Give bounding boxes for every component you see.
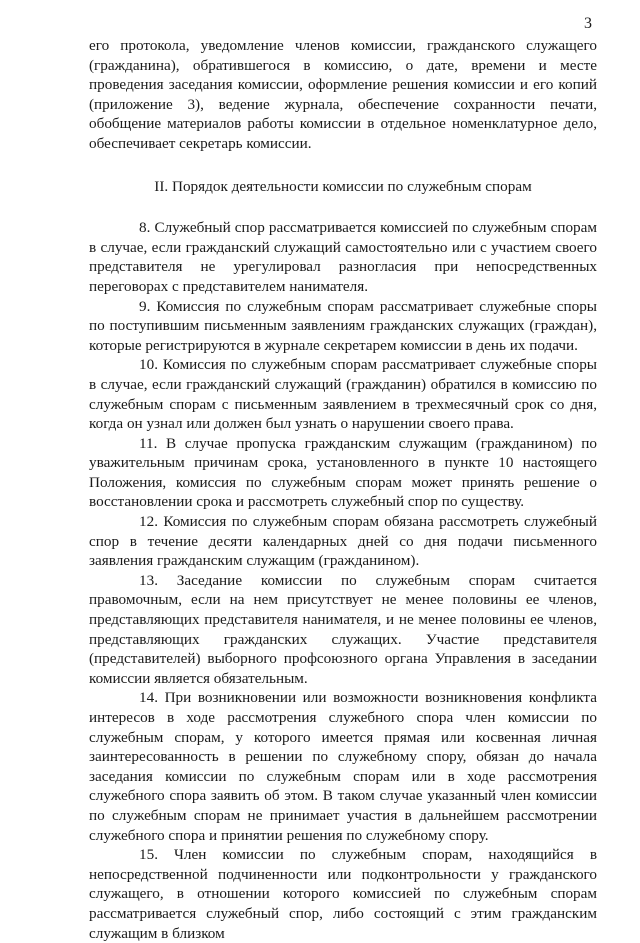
document-body [89,36,597,943]
paragraph-9: 9. Комиссия по служебным спорам рассматривает служебные споры по поступившим письменным заявлениям гражданских служащих (граждан), которые регистрируются в журнале секретарем комиссии в день их подачи. [89,297,597,354]
paragraph-13: 13. Заседание комиссии по служебным спорам считается правомочным, если на нем присутствует не менее половины ее членов, представляющих представителя нанимателя, и не менее половины ее членов, представляющих гражданских служащих. Участие представителя (представителей) выборного профсоюзного органа Управления в заседании комиссии является обязательным. [89,571,597,687]
paragraph-11: 11. В случае пропуска гражданским служащим (гражданином) по уважительным причинам срока, установленного в пункте 10 настоящего Положения, комиссия по служебным спорам может принять решение о восстановлении срока и рассмотреть служебный спор по существу. [89,434,597,511]
section-heading: II. Порядок деятельности комиссии по служебным спорам [154,177,532,195]
paragraph-14: 14. При возникновении или возможности возникновения конфликта интересов в ходе рассмотрения служебного спора член комиссии по служебным спорам, у которого имеется прямая или косвенная личная заинтересованность в решении по служебному спору, обязан до начала заседания комиссии по служебным спорам или в ходе рассмотрения служебного спора заявить об этом. В таком случае указанный член комиссии по служебным спорам не принимает участия в дальнейшем рассмотрении служебного спора и принятии решения по служебному спору. [89,689,597,844]
paragraph-15: 15. Член комиссии по служебным спорам, находящийся в непосредственной подчиненности или подконтрольности у гражданского служащего, в отношении которого комиссией по служебным спорам рассматривается служебный спор, либо состоящий с этим гражданским служащим в близком [89,846,597,942]
paragraph-8: 8. Служебный спор рассматривается комиссией по служебным спорам в случае, если гражданский служащий самостоятельно или с участием своего представителя не урегулировал разногласия при непосредственных переговорах с представителем нанимателя. [89,219,597,295]
paragraph-10: 10. Комиссия по служебным спорам рассматривает служебные споры в случае, если гражданский служащий (гражданин) обратился в комиссию по служебным спорам с письменным заявлением в трехмесячный срок со дня, когда он узнал или должен был узнать о нарушении своего права. [89,356,597,433]
paragraph-12: 12. Комиссия по служебным спорам обязана рассмотреть служебный спор в течение десяти календарных дней со дня подачи письменного заявления гражданским служащим (гражданином). [89,513,597,570]
continuation-paragraph: его протокола, уведомление членов комиссии, гражданского служащего (гражданина), обратившегося в комиссию, о дате, времени и месте проведения заседания комиссии, оформление решения комиссии и его копий (приложение 3), ведение журнала, обеспечение сохранности печати, обобщение материалов работы комиссии в отдельное номенклатурное дело, обеспечивает секретарь комиссии. [89,37,597,152]
page-number: 3 [584,15,592,32]
